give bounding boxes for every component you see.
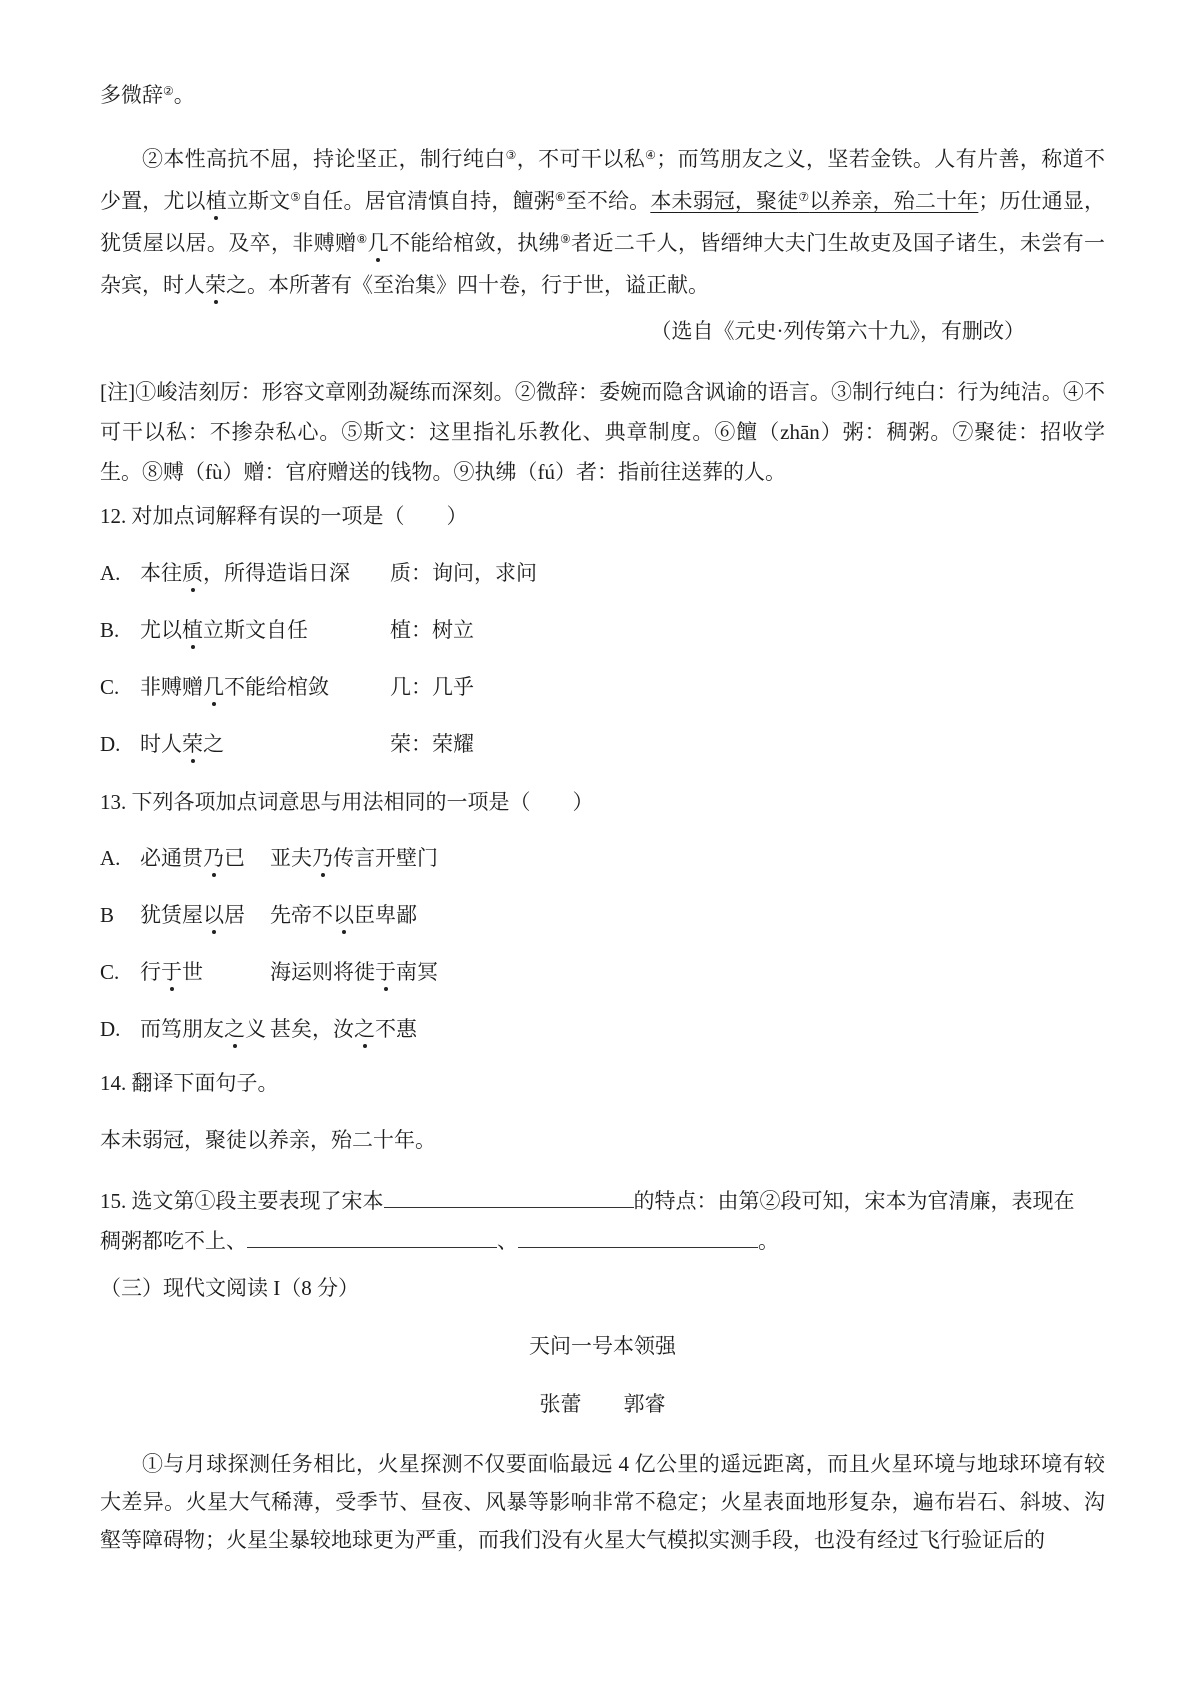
passage-text: 至不给。 [565,189,651,213]
option-phrase [140,676,390,698]
option-text: 世 [182,960,203,984]
option-phrase [140,733,390,755]
passage-paragraph-2 [100,138,1105,306]
passage-text: ②本性高抗不屈，持论坚正，制行纯白 [142,147,506,171]
emphasized-char: 之 [224,1017,245,1041]
option-explanation: 质：询问，求问 [390,561,537,585]
reading-title: 天问一号本领强 [529,1334,676,1358]
footnote-ref-5: ⑤ [290,190,302,204]
footnote-ref-4: ④ [645,148,657,162]
option-explanation: 荣：荣耀 [390,732,474,756]
option-explanation: 几：几乎 [390,675,474,699]
option-text: 居 [224,903,245,927]
question-13-option-b [100,904,1105,926]
question-text: 的特点：由第②段可知，宋本为官清廉，表现在 [633,1189,1075,1213]
option-text: 传言开壁门 [333,846,438,870]
question-12-option-d [100,733,1105,755]
emphasized-char: 于 [161,960,182,984]
passage-text: 自任。居官清慎自持，饘粥 [301,189,555,213]
footnote-ref-9: ⑨ [559,232,572,246]
passage-text: 多微辞 [100,83,163,107]
option-marker: D. [100,732,121,756]
question-text: 稠粥都吃不上、 [100,1229,247,1253]
question-13-option-c [100,961,1105,983]
option-phrase-1 [140,847,270,869]
emphasized-char: 荣 [182,732,203,756]
option-marker: C. [100,960,120,984]
emphasized-char: 几 [203,675,224,699]
option-phrase-2 [270,960,438,984]
option-text: 立斯文自任 [203,618,308,642]
option-phrase [140,562,390,584]
option-text: 先帝不 [270,903,333,927]
option-phrase [140,619,390,641]
answer-blank [384,1188,634,1208]
emphasized-char: 之 [354,1017,375,1041]
option-phrase-2 [270,1017,417,1041]
option-explanation: 植：树立 [390,618,474,642]
footnotes: [注]①峻洁刻厉：形容文章刚劲凝练而深刻。②微辞：委婉而隐含讽谕的语言。③制行纯白：行为纯洁。④不可干以私：不掺杂私心。⑤斯文：这里指礼乐教化、典章制度。⑥饘（zhān）粥：稠粥。⑦聚徒：招收学生。⑧赙（fù）赠：官府赠送的钱物。⑨执绋（fú）者：指前往送葬的人。 [100,380,1105,484]
emphasized-char: 乃 [312,846,333,870]
question-text: 。 [758,1229,779,1253]
option-text: 亚夫 [270,846,312,870]
passage-text: ；而笃朋友之义，坚若金铁。人有片善，称道不少置，尤以 [100,147,1106,213]
passage-text: 之。本所著有《至治集》四十卷，行于世，谥正献。 [226,273,709,297]
reading-authors: 张蕾 郭睿 [539,1392,666,1416]
question-text: 、 [497,1229,518,1253]
option-marker: B [100,903,115,927]
reading-paragraph-1: ①与月球探测任务相比，火星探测不仅要面临最远 4 亿公里的遥远距离，而且火星环境与地球环境有较大差异。火星大气稀薄，受季节、昼夜、风暴等影响非常不稳定；火星表面地形复杂，遍布岩石、斜坡、沟壑等障碍物；火星尘暴较地球更为严重，而我们没有火星大气模拟实测手段，也没有经过飞行验证后的 [100,1452,1105,1552]
passage-text: 本未弱冠，聚徒 [650,189,799,213]
section-3-heading: （三）现代文阅读 I（8 分） [100,1276,359,1300]
option-text: 而笃朋友 [140,1017,224,1041]
passage-text: 不能给棺敛，执绋 [388,231,560,255]
answer-blank [518,1228,758,1248]
option-text: 不惠 [375,1017,417,1041]
emphasized-char: 荣 [205,273,226,297]
option-text: 时人 [140,732,182,756]
option-marker: B. [100,618,120,642]
option-text: 甚矣，汝 [270,1017,354,1041]
underlined-clause [650,189,978,213]
option-text: 义 [245,1017,266,1041]
option-text: 非赙赠 [140,675,203,699]
option-text: 必通贯 [140,846,203,870]
footnote-ref-8: ⑧ [356,232,368,246]
passage-text: ，不可干以私 [516,147,646,171]
emphasized-char: 几 [367,231,389,255]
emphasized-char: 于 [375,960,396,984]
option-phrase-1 [140,961,270,983]
option-marker: A. [100,846,121,870]
question-15 [100,1181,1105,1261]
emphasized-char: 以 [333,903,354,927]
option-text: 本往 [140,561,182,585]
option-text: 已 [224,846,245,870]
emphasized-char: 乃 [203,846,224,870]
option-text: 之 [203,732,224,756]
option-text: 不能给棺敛 [224,675,329,699]
passage-text: ；历仕通显，犹赁屋以居。及卒，非赙赠 [100,189,1106,255]
option-text: 南冥 [396,960,438,984]
option-phrase-2 [270,903,417,927]
option-text: 臣卑鄙 [354,903,417,927]
option-marker: C. [100,675,120,699]
option-text: 行 [140,960,161,984]
option-phrase-2 [270,846,438,870]
passage-text: 立斯文 [226,189,291,213]
option-phrase-1 [140,1018,270,1040]
question-12-option-b [100,619,1105,641]
question-14-sentence: 本未弱冠，聚徒以养亲，殆二十年。 [100,1128,436,1152]
question-text: 15. 选文第①段主要表现了宋本 [100,1189,384,1213]
question-13-header: 13. 下列各项加点词意思与用法相同的一项是（ ） [100,790,594,814]
option-text: 尤以 [140,618,182,642]
question-12-option-a [100,562,1105,584]
emphasized-char: 质 [182,561,203,585]
option-text: ，所得造诣日深 [203,561,350,585]
emphasized-char: 植 [182,618,203,642]
footnote-ref-7: ⑦ [798,190,810,204]
footnote-ref-3: ③ [505,148,517,162]
answer-blank [247,1228,497,1248]
question-12-header: 12. 对加点词解释有误的一项是（ ） [100,504,468,528]
option-text: 海运则将徙 [270,960,375,984]
question-13-option-d [100,1018,1105,1040]
footnote-ref-6: ⑥ [554,190,566,204]
footnote-ref-2: ② [163,84,174,98]
passage-continuation-line [100,84,1105,106]
option-phrase-1 [140,904,270,926]
option-marker: D. [100,1017,121,1041]
option-text: 犹赁屋 [140,903,203,927]
source-attribution: （选自《元史·列传第六十九》，有删改） [650,319,1025,343]
emphasized-char: 以 [203,903,224,927]
question-14-header: 14. 翻译下面句子。 [100,1071,279,1095]
question-13-option-a [100,847,1105,869]
emphasized-char: 植 [205,189,227,213]
passage-text: 者近二千人，皆缙绅大夫门生故吏及国子诸生，未尝有一杂宾，时人 [100,231,1106,297]
question-12-option-c [100,676,1105,698]
option-marker: A. [100,561,121,585]
passage-text: 以养亲，殆二十年 [809,189,979,213]
passage-text: 。 [173,83,195,107]
